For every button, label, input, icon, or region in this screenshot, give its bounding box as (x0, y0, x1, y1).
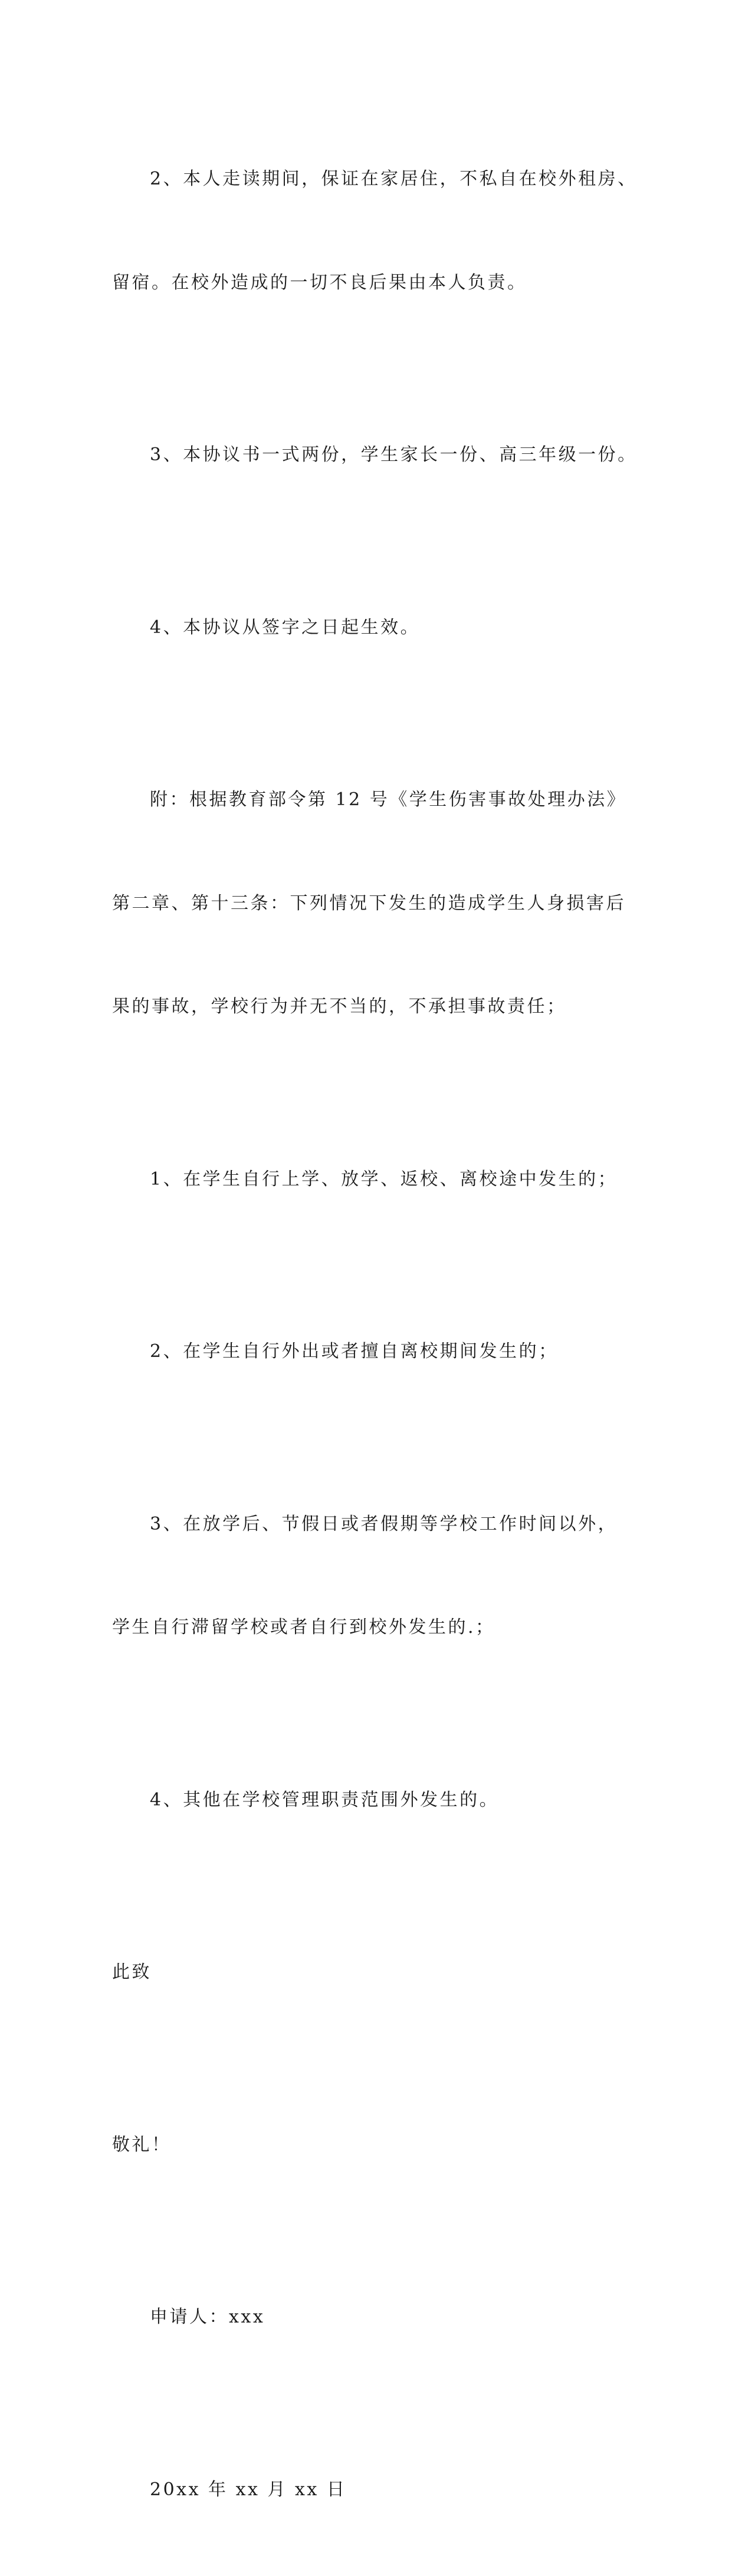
clause-2-paragraph (112, 1266, 631, 1438)
closing-line-1 (112, 1886, 631, 2059)
closing-text-2: 敬礼！ (112, 2128, 631, 2163)
closing-text-1: 此致 (112, 1955, 631, 1990)
clause-3-line-1: 3、在放学后、节假日或者假期等学校工作时间以外， (112, 1507, 631, 1542)
clause-4-paragraph (112, 1714, 631, 1887)
applicant-text: 申请人：xxx (112, 2300, 631, 2335)
closing-line-2 (112, 2059, 631, 2232)
date-text: 20xx 年 xx 月 xx 日 (112, 2473, 631, 2508)
item-4-paragraph (112, 542, 631, 714)
item-3-paragraph (112, 369, 631, 542)
clause-1-paragraph (112, 1093, 631, 1266)
applicant-line (112, 2231, 631, 2404)
date-line (112, 2404, 631, 2576)
clause-3-paragraph (112, 1438, 631, 1714)
item-4-text: 4、本协议从签字之日起生效。 (112, 611, 631, 645)
appendix-line-3: 果的事故，学校行为并无不当的，不承担事故责任； (112, 990, 631, 1025)
clause-3-line-2: 学生自行滞留学校或者自行到校外发生的.； (112, 1610, 631, 1645)
item-2-line-2: 留宿。在校外造成的一切不良后果由本人负责。 (112, 266, 631, 301)
item-2-paragraph (112, 93, 631, 369)
document-page (0, 0, 732, 1034)
appendix-paragraph (112, 714, 631, 1093)
item-3-text: 3、本协议书一式两份，学生家长一份、高三年级一份。 (112, 438, 631, 473)
appendix-line-1: 附：根据教育部令第 12 号《学生伤害事故处理办法》 (112, 783, 631, 818)
clause-4-text: 4、其他在学校管理职责范围外发生的。 (112, 1783, 631, 1818)
item-2-line-1: 2、本人走读期间，保证在家居住，不私自在校外租房、 (112, 162, 631, 197)
document-body (112, 93, 631, 2576)
clause-1-text: 1、在学生自行上学、放学、返校、离校途中发生的； (112, 1162, 631, 1197)
appendix-line-2: 第二章、第十三条：下列情况下发生的造成学生人身损害后 (112, 887, 631, 921)
clause-2-text: 2、在学生自行外出或者擅自离校期间发生的； (112, 1335, 631, 1369)
